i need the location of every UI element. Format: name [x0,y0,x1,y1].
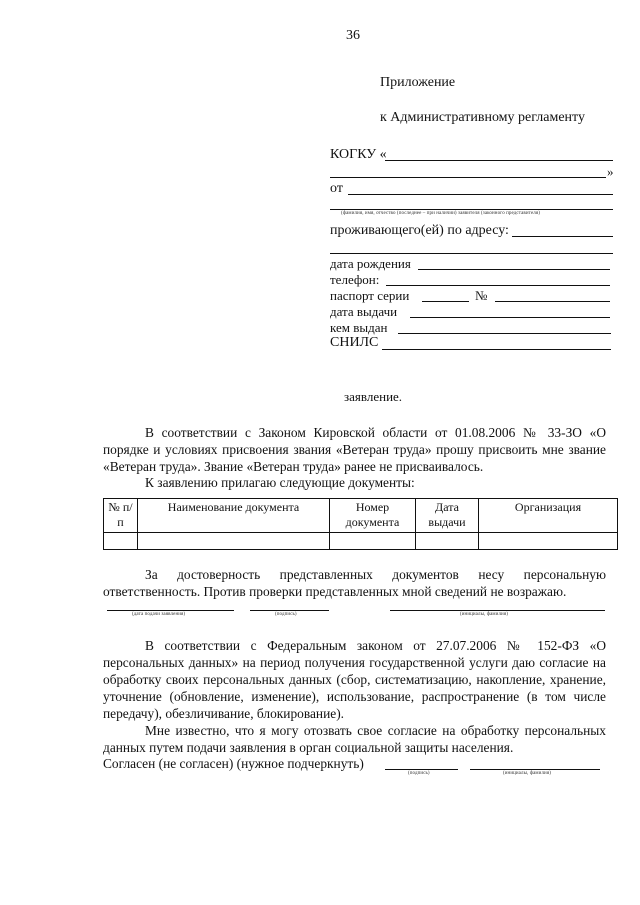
table-row[interactable] [104,533,618,550]
appendix-heading: Приложение [380,75,456,90]
passport-series-field[interactable] [422,301,469,302]
snils-label: СНИЛС [330,335,379,350]
column-header-issue-date: Дата выдачи [416,499,479,533]
kogku-label: КОГКУ « [330,147,387,162]
birth-date-label: дата рождения [330,256,411,271]
column-header-document-number: Номер документа [330,499,416,533]
passport-series-label: паспорт серии [330,288,410,303]
address-field[interactable] [512,236,613,237]
snils-field[interactable] [382,349,611,350]
phone-field[interactable] [386,285,610,286]
table-cell[interactable] [330,533,416,550]
column-header-document-name: Наименование документа [138,499,330,533]
issue-date-label: дата выдачи [330,304,398,319]
kogku-field[interactable] [385,160,613,161]
kogku-field-continued[interactable] [330,177,606,178]
issue-date-field[interactable] [410,317,610,318]
attachments-intro: К заявлению прилагаю следующие документы: [145,475,415,490]
consent-paragraph: В соответствии с Федеральным законом от 27.07.2006 № 152-ФЗ «О персональных данных» на период получения государственной услуги даю согласие на обработку своих персональных данных (сбор, систематизацию, накопление, хранение, уточнение (обновление, изменение), использование, распространение (в том числе передачу), обезличивание, блокирование). [103,638,606,721]
applicant-name-caption: (фамилия, имя, отчество (последнее – при наличии) заявителя (законного представителя) [341,211,541,216]
submission-date-field[interactable] [107,610,234,611]
submission-date-caption: (дата подачи заявления) [132,612,186,617]
consent-name-caption: (инициалы, фамилия) [503,771,551,776]
responsibility-paragraph: За достоверность представленных документов несу персональную ответственность. Против проверки представленных мной сведений не возражаю. [103,567,606,599]
initials-surname-field[interactable] [390,610,605,611]
passport-number-label: № [475,288,488,303]
table-cell[interactable] [479,533,618,550]
passport-number-field[interactable] [495,301,610,302]
table-cell[interactable] [138,533,330,550]
withdrawal-paragraph: Мне известно, что я могу отозвать свое согласие на обработку персональных данных путем подачи заявления в орган социальной защиты населения. [103,723,606,755]
consent-label: Согласен (не согласен) (нужное подчеркнуть) [103,756,364,771]
birth-date-field[interactable] [418,269,610,270]
regulation-reference: к Административному регламенту [380,110,585,125]
column-header-number: № п/п [104,499,138,533]
phone-label: телефон: [330,272,380,287]
kogku-close-quote: » [607,164,614,179]
request-paragraph: В соответствии с Законом Кировской области от 01.08.2006 № 33-ЗО «О порядке и условиях присвоения звания «Ветеран труда» прошу присвоить мне звание «Ветеран труда». Звание «Ветеран труда» ранее не присваивалось. [103,425,606,474]
table-cell[interactable] [416,533,479,550]
page-number: 36 [346,28,360,43]
initials-surname-caption: (инициалы, фамилия) [460,612,508,617]
signature-caption: (подпись) [275,612,297,617]
consent-name-field[interactable] [470,769,600,770]
issued-by-field[interactable] [398,333,611,334]
signature-field[interactable] [250,610,329,611]
address-field-continued[interactable] [330,253,613,254]
consent-signature-field[interactable] [385,769,458,770]
table-cell[interactable] [104,533,138,550]
consent-signature-caption: (подпись) [408,771,430,776]
issued-by-label: кем выдан [330,320,388,335]
address-label: проживающего(ей) по адресу: [330,223,509,238]
applicant-name-field[interactable] [330,209,613,210]
from-field[interactable] [348,194,613,195]
table-header-row [104,499,618,533]
documents-table [103,498,618,550]
column-header-organization: Организация [479,499,618,533]
from-label: от [330,181,343,196]
document-title: заявление. [344,389,403,404]
